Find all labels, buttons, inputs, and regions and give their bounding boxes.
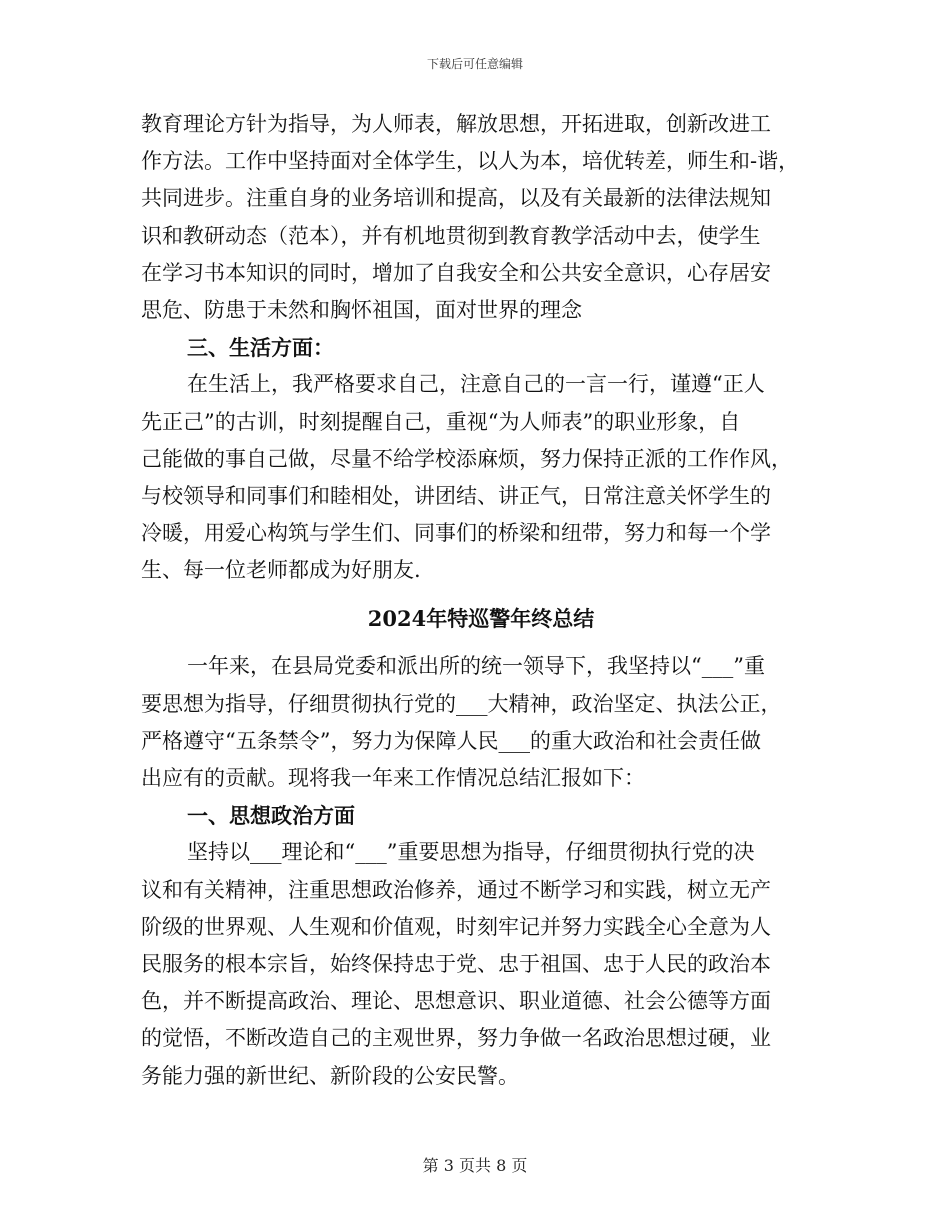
paragraph-line: 己能做的事自己做，尽量不给学校添麻烦，努力保持正派的工作作风， [141, 446, 792, 471]
page-number-footer: 第 3 页共 8 页 [422, 1156, 528, 1175]
paragraph-line: 的觉悟，不断改造自己的主观世界，努力争做一名政治思想过硬，业 [141, 1026, 771, 1051]
paragraph-line: 色，并不断提高政治、理论、思想意识、职业道德、社会公德等方面 [141, 989, 771, 1014]
paragraph-line: 出应有的贡献。现将我一年来工作情况总结汇报如下： [141, 766, 645, 790]
paragraph-line: 思危、防患于未然和胸怀祖国，面对世界的理念 [141, 297, 582, 322]
previous-section-tail [141, 106, 821, 329]
paragraph-line: 民服务的根本宗旨，始终保持忠于党、忠于祖国、忠于人民的政治本 [141, 951, 771, 976]
document-title: 2024年特巡警年终总结 [367, 606, 595, 632]
paragraph-line: 冷暖，用爱心构筑与学生们、同事们的桥梁和纽带，努力和每一个学 [141, 521, 771, 546]
paragraph-line: 生、每一位老师都成为好朋友. [141, 558, 421, 583]
paragraph-line: 要思想为指导，仔细贯彻执行党的___大精神，政治坚定、执法公正， [141, 691, 782, 716]
paragraph-line: 识和教研动态（范本），并有机地贯彻到教育教学活动中去，使学生 [141, 223, 761, 248]
ideology-section [141, 797, 821, 1095]
paragraph-line: 议和有关精神，注重思想政治修养，通过不断学习和实践，树立无产 [141, 877, 771, 902]
intro-paragraph [141, 648, 821, 797]
life-section [141, 329, 821, 589]
section-heading-life: 三、生活方面： [187, 335, 334, 361]
paragraph-line: 先正己”的古训，时刻提醒自己，重视“为人师表”的职业形象，自 [141, 409, 741, 434]
header-note: 下载后可任意编辑 [426, 57, 523, 71]
paragraph-line: 严格遵守“五条禁令”，努力为保障人民___的重大政治和社会责任做 [141, 728, 761, 753]
section-heading-ideology: 一、思想政治方面 [187, 803, 355, 829]
paragraph-line: 阶级的世界观、人生观和价值观，时刻牢记并努力实践全心全意为人 [141, 914, 771, 939]
paragraph-line: 在生活上，我严格要求自己，注意自己的一言一行，谨遵“正人 [187, 372, 765, 397]
paragraph-line: 共同进步。注重自身的业务培训和提高，以及有关最新的法律法规知 [141, 186, 771, 211]
paragraph-line: 在学习书本知识的同时，增加了自我安全和公共安全意识，心存居安 [141, 260, 771, 285]
paragraph-line: 务能力强的新世纪、新阶段的公安民警。 [141, 1063, 519, 1088]
paragraph-line: 与校领导和同事们和睦相处，讲团结、讲正气，日常注意关怀学生的 [141, 483, 771, 508]
paragraph-line: 一年来，在县局党委和派出所的统一领导下，我坚持以“___”重 [187, 654, 765, 679]
paragraph-line: 坚持以___理论和“___”重要思想为指导，仔细贯彻执行党的决 [187, 840, 755, 865]
paragraph-line: 作方法。工作中坚持面对全体学生，以人为本，培优转差，师生和-谐， [141, 149, 800, 174]
document-body [141, 106, 821, 1095]
paragraph-line: 教育理论方针为指导，为人师表，解放思想，开拓进取，创新改进工 [141, 112, 771, 136]
